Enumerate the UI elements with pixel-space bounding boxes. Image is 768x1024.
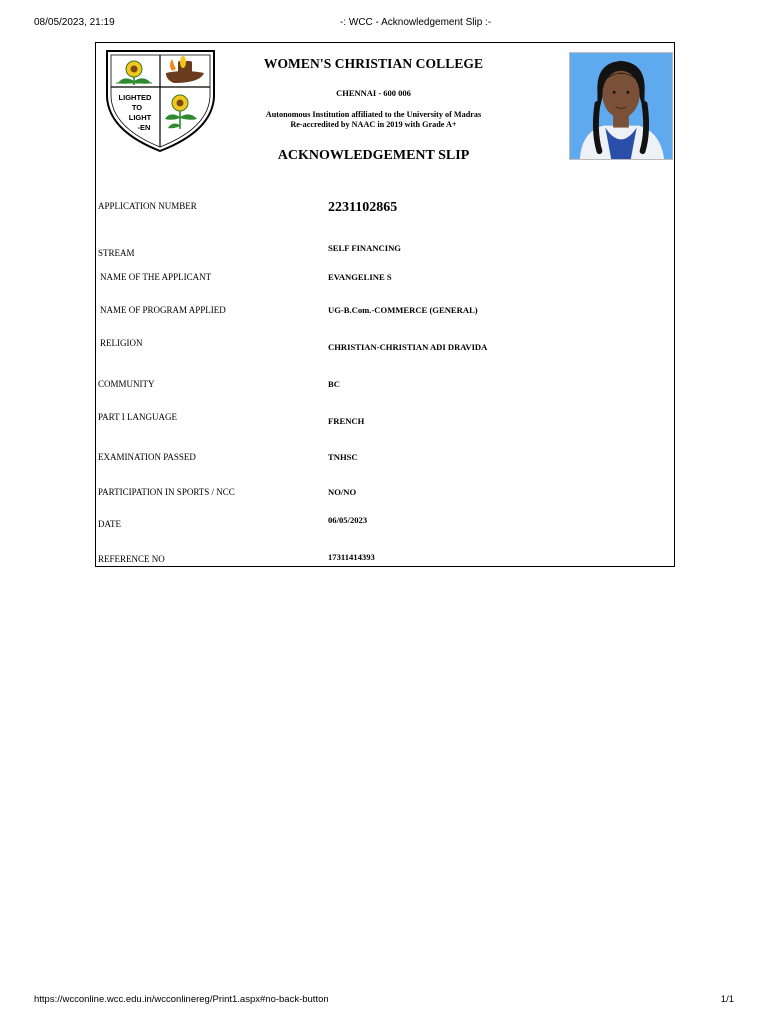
label-examination-passed: EXAMINATION PASSED bbox=[98, 452, 196, 462]
college-affiliation bbox=[216, 110, 531, 130]
label-part1-language: PART I LANGUAGE bbox=[98, 412, 177, 422]
accreditation-line: Re-accredited by NAAC in 2019 with Grade A+ bbox=[290, 120, 457, 129]
print-page-number: 1/1 bbox=[720, 994, 734, 1005]
affiliation-line-1: Autonomous Institution affiliated to the University of Madras bbox=[265, 110, 482, 119]
value-date: 06/05/2023 bbox=[328, 515, 368, 525]
crest-motto-line1: LIGHTED bbox=[118, 93, 152, 102]
label-sports-ncc: PARTICIPATION IN SPORTS / NCC bbox=[98, 487, 235, 497]
value-community: BC bbox=[328, 379, 340, 389]
label-applicant-name: NAME OF THE APPLICANT bbox=[100, 272, 212, 282]
crest-motto-line3: LIGHT bbox=[128, 113, 152, 122]
label-application-number: APPLICATION NUMBER bbox=[98, 201, 197, 211]
crest-motto-line4: -EN bbox=[137, 123, 151, 132]
college-city: CHENNAI - 600 006 bbox=[336, 88, 411, 98]
value-application-number: 2231102865 bbox=[328, 200, 398, 215]
label-stream: STREAM bbox=[98, 248, 135, 258]
value-religion: CHRISTIAN-CHRISTIAN ADI DRAVIDA bbox=[328, 342, 488, 352]
value-reference-no: 17311414393 bbox=[328, 552, 375, 562]
value-program-applied: UG-B.Com.-COMMERCE (GENERAL) bbox=[328, 305, 478, 315]
print-page-title: -: WCC - Acknowledgement Slip :- bbox=[340, 17, 492, 28]
value-examination-passed: TNHSC bbox=[328, 452, 358, 462]
print-footer bbox=[34, 994, 734, 1008]
college-name: WOMEN'S CHRISTIAN COLLEGE bbox=[263, 56, 484, 71]
value-sports-ncc: NO/NO bbox=[328, 487, 357, 497]
print-datetime: 08/05/2023, 21:19 bbox=[34, 17, 115, 28]
crest-motto-line2: TO bbox=[131, 103, 143, 112]
value-applicant-name: EVANGELINE S bbox=[328, 272, 392, 282]
label-date: DATE bbox=[98, 519, 121, 529]
slip-title: ACKNOWLEDGEMENT SLIP bbox=[277, 148, 470, 163]
value-stream: SELF FINANCING bbox=[328, 243, 401, 253]
print-url: https://wcconline.wcc.edu.in/wcconlinereg/Print1.aspx#no-back-button bbox=[34, 994, 329, 1005]
applicant-photo bbox=[569, 52, 673, 160]
college-crest-logo bbox=[104, 49, 217, 153]
print-header bbox=[34, 17, 734, 31]
acknowledgement-slip bbox=[95, 42, 675, 567]
label-religion: RELIGION bbox=[100, 338, 143, 348]
label-reference-no: REFERENCE NO bbox=[98, 554, 165, 564]
label-program-applied: NAME OF PROGRAM APPLIED bbox=[100, 305, 226, 315]
label-community: COMMUNITY bbox=[98, 379, 155, 389]
value-part1-language: FRENCH bbox=[328, 416, 365, 426]
